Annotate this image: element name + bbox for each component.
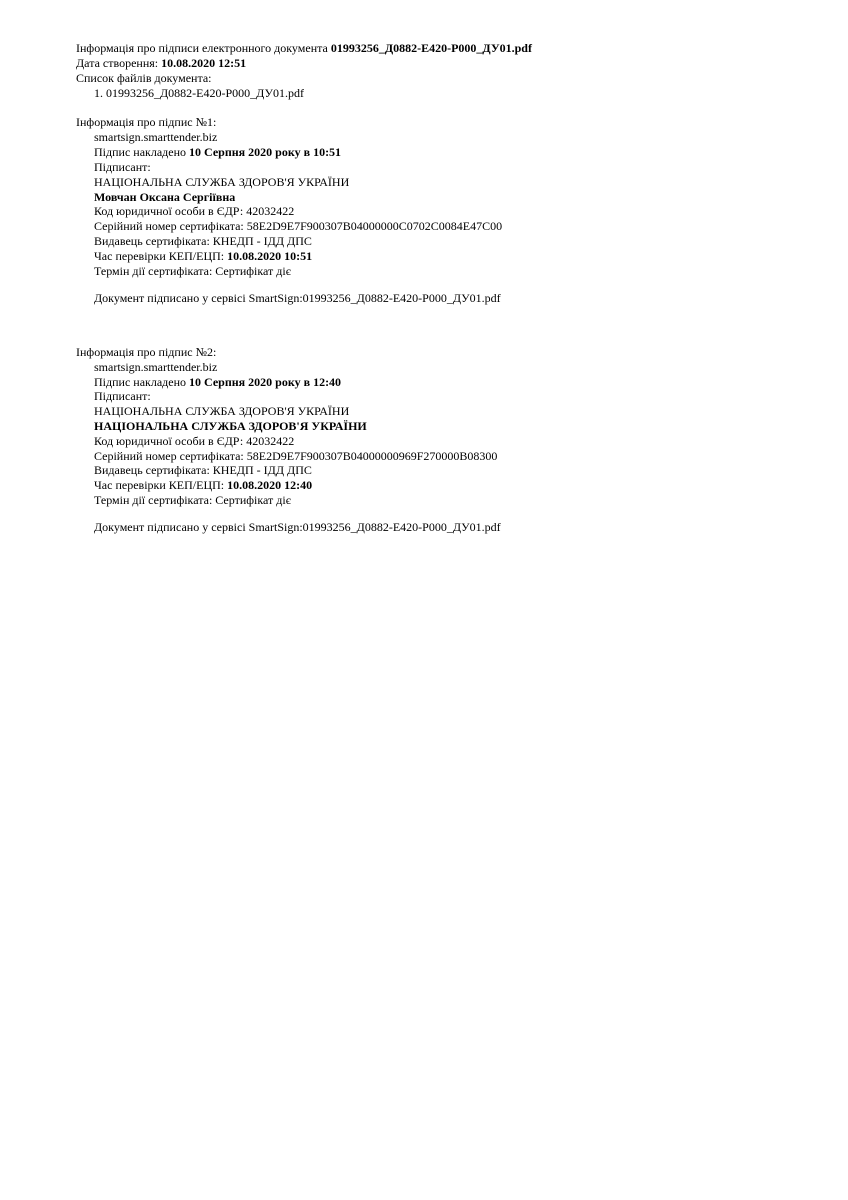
applied-value: 10 Серпня 2020 року в 10:51 bbox=[189, 145, 342, 159]
signature-1-signed-in: Документ підписано у сервісі SmartSign:01993256_Д0882-Е420-Р000_ДУ01.pdf bbox=[94, 291, 501, 305]
signature-1-org: НАЦІОНАЛЬНА СЛУЖБА ЗДОРОВ'Я УКРАЇНИ bbox=[94, 175, 350, 189]
file-list-item: 1. 01993256_Д0882-Е420-Р000_ДУ01.pdf bbox=[94, 86, 305, 100]
signature-1-applied bbox=[94, 145, 341, 159]
applied-value: 10 Серпня 2020 року в 12:40 bbox=[189, 375, 342, 389]
applied-label: Підпис накладено bbox=[94, 145, 190, 159]
signature-2-service: smartsign.smarttender.biz bbox=[94, 360, 218, 374]
doc-info-label: Інформація про підписи електронного документа bbox=[76, 41, 331, 55]
signature-1-issuer: Видавець сертифіката: КНЕДП - ІДД ДПС bbox=[94, 234, 312, 248]
signature-1-service: smartsign.smarttender.biz bbox=[94, 130, 218, 144]
signature-2-check-time bbox=[94, 478, 312, 492]
doc-info-heading bbox=[76, 41, 532, 55]
signature-2-issuer: Видавець сертифіката: КНЕДП - ІДД ДПС bbox=[94, 463, 312, 477]
doc-name: 01993256_Д0882-Е420-Р000_ДУ01.pdf bbox=[330, 41, 532, 55]
signature-1-title: Інформація про підпис №1: bbox=[76, 115, 217, 129]
check-label: Час перевірки КЕП/ЕЦП: bbox=[94, 478, 228, 492]
created-value: 10.08.2020 12:51 bbox=[161, 56, 247, 70]
signature-2-title: Інформація про підпис №2: bbox=[76, 345, 217, 359]
check-value: 10.08.2020 12:40 bbox=[227, 478, 313, 492]
applied-label: Підпис накладено bbox=[94, 375, 190, 389]
signature-2-signer-label: Підписант: bbox=[94, 389, 151, 403]
files-list-label: Список файлів документа: bbox=[76, 71, 212, 85]
signer-name: НАЦІОНАЛЬНА СЛУЖБА ЗДОРОВ'Я УКРАЇНИ bbox=[94, 419, 367, 433]
signature-2-applied bbox=[94, 375, 341, 389]
signature-1-signer-name bbox=[94, 190, 235, 204]
signature-1-signer-label: Підписант: bbox=[94, 160, 151, 174]
signature-1-serial: Серійний номер сертифіката: 58E2D9E7F900307B04000000C0702C0084E47C00 bbox=[94, 219, 503, 233]
signature-2-signer-name bbox=[94, 419, 367, 433]
created-date-line bbox=[76, 56, 246, 70]
signature-2-edr: Код юридичної особи в ЄДР: 42032422 bbox=[94, 434, 295, 448]
check-value: 10.08.2020 10:51 bbox=[227, 249, 313, 263]
signature-2-signed-in: Документ підписано у сервісі SmartSign:01993256_Д0882-Е420-Р000_ДУ01.pdf bbox=[94, 520, 501, 534]
signature-2-serial: Серійний номер сертифіката: 58E2D9E7F900307B04000000969F270000B08300 bbox=[94, 449, 498, 463]
signature-1-check-time bbox=[94, 249, 312, 263]
signer-name: Мовчан Оксана Сергіївна bbox=[94, 190, 236, 204]
signature-1-term: Термін дії сертифіката: Сертифікат діє bbox=[94, 264, 291, 278]
created-label: Дата створення: bbox=[76, 56, 162, 70]
check-label: Час перевірки КЕП/ЕЦП: bbox=[94, 249, 228, 263]
signature-1-edr: Код юридичної особи в ЄДР: 42032422 bbox=[94, 204, 295, 218]
signature-2-org: НАЦІОНАЛЬНА СЛУЖБА ЗДОРОВ'Я УКРАЇНИ bbox=[94, 404, 350, 418]
signature-2-term: Термін дії сертифіката: Сертифікат діє bbox=[94, 493, 291, 507]
